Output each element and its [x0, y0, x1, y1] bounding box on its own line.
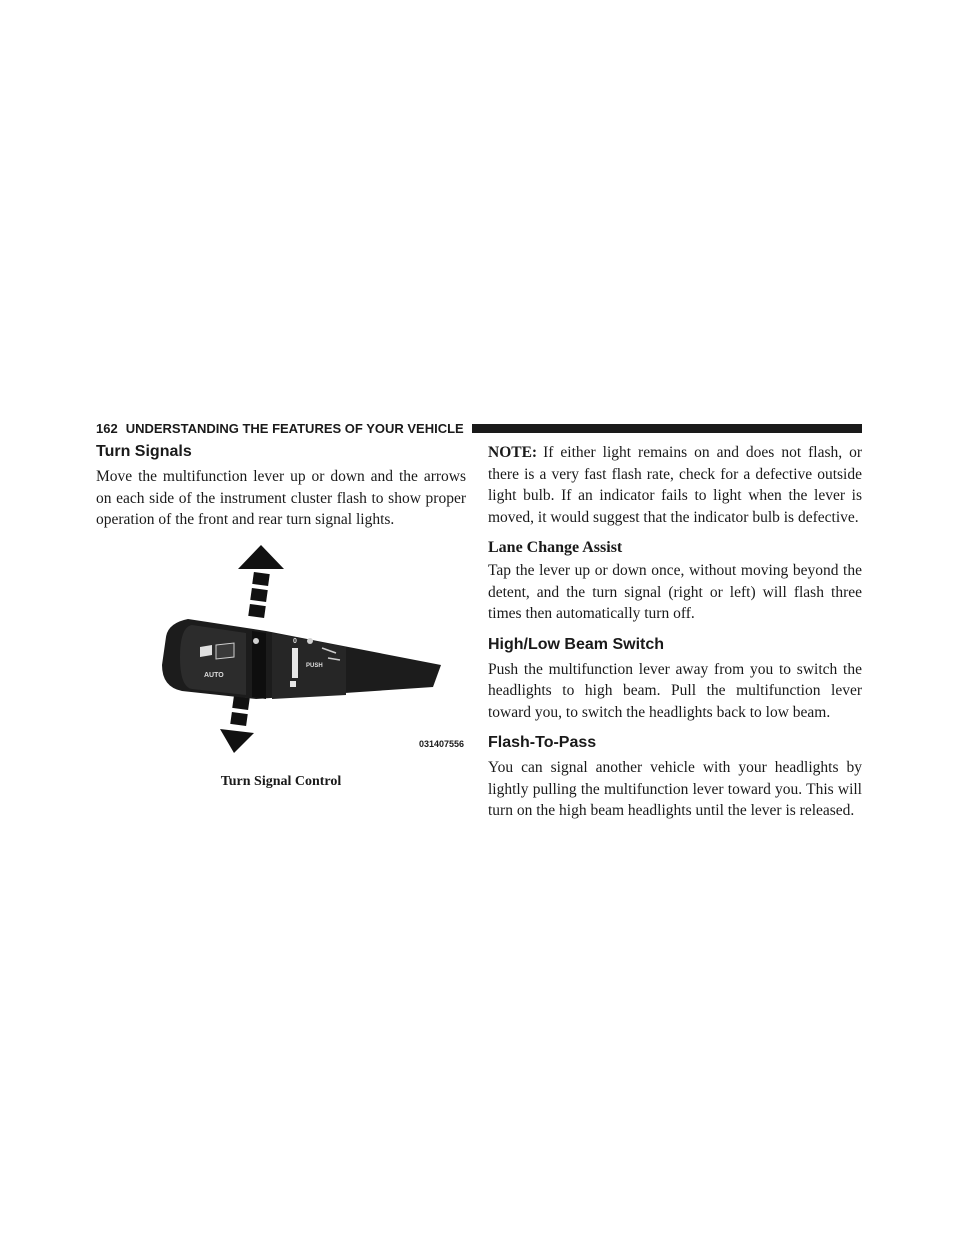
- lane-change-body: Tap the lever up or down once, without moving beyond the detent, and the turn signal (right or left) will flash three times then automatically turn off.: [488, 562, 862, 622]
- header-rule: [472, 424, 862, 433]
- multifunction-lever: [162, 619, 441, 699]
- push-label: PUSH: [306, 662, 323, 669]
- figure-code: 031407556: [418, 738, 464, 749]
- zero-label: 0: [293, 637, 297, 645]
- high-low-body: Push the multifunction lever away from you to switch the headlights to high beam. Pull the multifunction lever toward you, to switch the headlights back to low beam.: [488, 660, 862, 721]
- page-number: 162: [96, 420, 118, 436]
- note-body: If either light remains on and does not flash, or there is a very fast flash rate, check for a defective outside light bulb. If an indicator fails to light when the lever is moved, it would suggest that the indicator bulb is defective.: [488, 444, 862, 526]
- note-paragraph: [488, 442, 862, 528]
- auto-label: AUTO: [204, 671, 224, 679]
- high-low-heading: High/Low Beam Switch: [488, 635, 665, 653]
- flash-to-pass-heading: Flash-To-Pass: [488, 734, 597, 751]
- right-column: [488, 442, 862, 822]
- turn-signal-figure: [96, 545, 466, 770]
- note-label: NOTE:: [488, 444, 538, 461]
- section-title: UNDERSTANDING THE FEATURES OF YOUR VEHICLE: [125, 420, 464, 436]
- left-column: [96, 442, 466, 790]
- lever-illustration: [96, 545, 466, 770]
- turn-signals-heading: Turn Signals: [96, 443, 192, 460]
- figure-caption: Turn Signal Control: [220, 773, 342, 789]
- page-header: [96, 419, 862, 437]
- arrow-up-icon: [238, 545, 284, 618]
- flash-to-pass-body: You can signal another vehicle with your headlights by lightly pulling the multifunction lever toward you. This will turn on the high beam headlights until the lever is released.: [488, 759, 862, 819]
- turn-signals-body: Move the multifunction lever up or down and the arrows on each side of the instrument cluster flash to show proper operation of the front and rear turn signal lights.: [96, 468, 466, 528]
- lane-change-heading: Lane Change Assist: [488, 539, 623, 556]
